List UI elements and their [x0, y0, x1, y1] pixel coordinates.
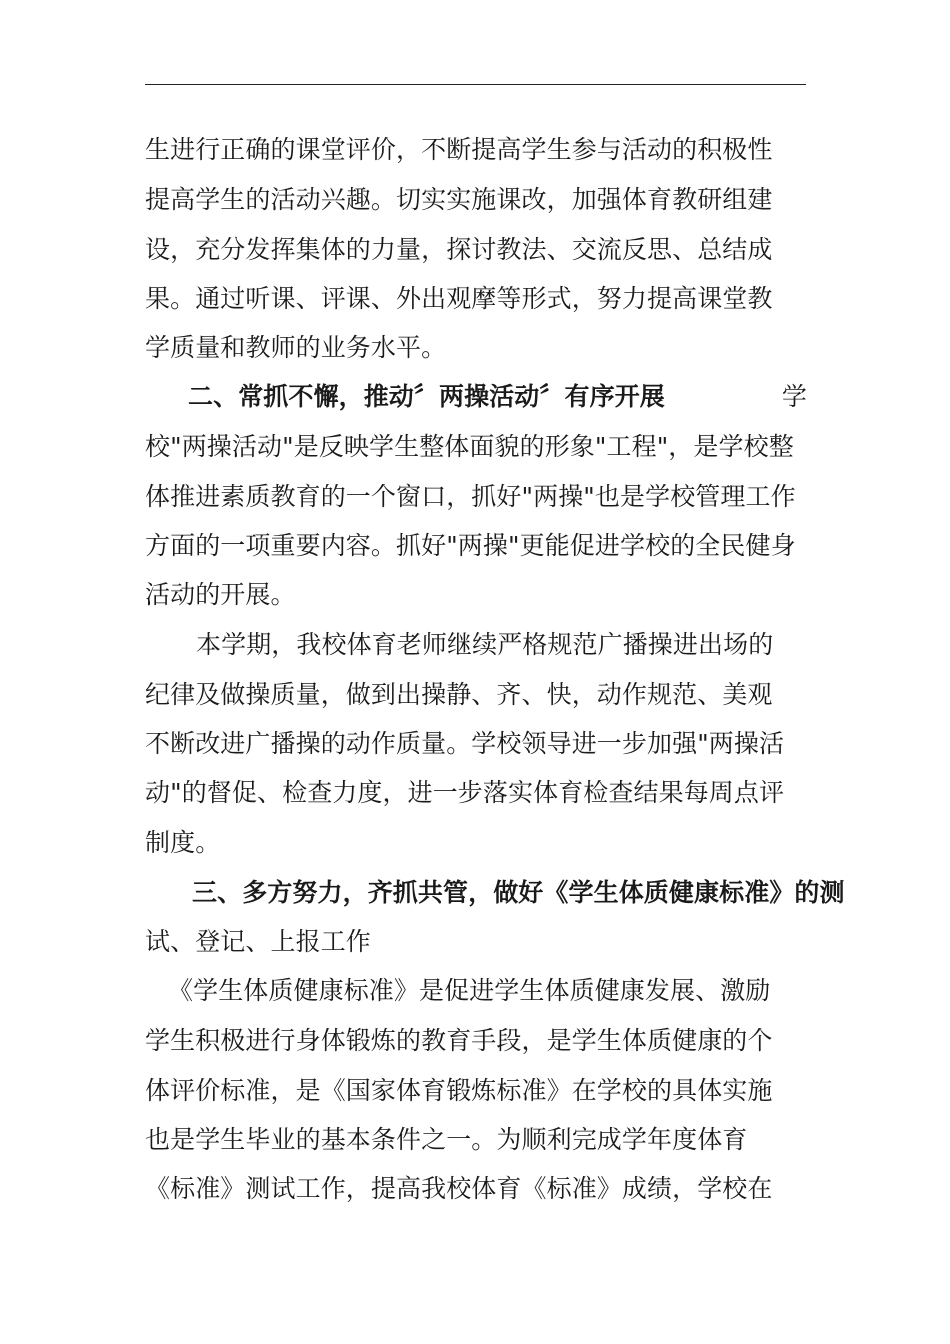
paragraph-line: 《学生体质健康标准》是促进学生体质健康发展、激励 — [168, 976, 771, 1005]
paragraph-line: 不断改进广播操的动作质量。学校领导进一步加强"两操活 — [145, 729, 785, 758]
paragraph-line: 活动的开展。 — [145, 580, 296, 609]
section-heading-3: 三、多方努力，齐抓共管，做好《学生体质健康标准》的测 — [192, 878, 845, 907]
paragraph-line: 学质量和教师的业务水平。 — [145, 333, 447, 362]
section-heading-3-continued: 试、登记、上报工作 — [145, 927, 371, 956]
section-heading-2 — [188, 372, 807, 422]
paragraph-line: 纪律及做操质量，做到出操静、齐、快，动作规范、美观 — [145, 680, 773, 709]
paragraph-line: 学生积极进行身体锻炼的教育手段，是学生体质健康的个 — [145, 1026, 773, 1055]
paragraph-line: 提高学生的活动兴趣。切实实施课改，加强体育教研组建 — [145, 185, 773, 214]
header-rule — [145, 84, 806, 85]
paragraph-start-char: 学 — [781, 382, 807, 411]
paragraph-line: 校"两操活动"是反映学生整体面貌的形象"工程"，是学校整 — [145, 432, 794, 461]
paragraph-line: 本学期，我校体育老师继续严格规范广播操进出场的 — [196, 630, 774, 659]
paragraph-line: 动"的督促、检查力度，进一步落实体育检查结果每周点评 — [145, 778, 785, 807]
paragraph-line: 制度。 — [145, 828, 221, 857]
paragraph-line: 设，充分发挥集体的力量，探讨教法、交流反思、总结成 — [145, 235, 773, 264]
paragraph-line: 方面的一项重要内容。抓好"两操"更能促进学校的全民健身 — [145, 531, 796, 560]
paragraph-line: 也是学生毕业的基本条件之一。为顺利完成学年度体育 — [145, 1125, 748, 1154]
section-heading-2-text: 二、常抓不懈，推动〞两操活动〞有序开展 — [188, 382, 665, 411]
paragraph-line: 体推进素质教育的一个窗口，抓好"两操"也是学校管理工作 — [145, 482, 796, 511]
paragraph-line: 体评价标准，是《国家体育锻炼标准》在学校的具体实施 — [145, 1076, 773, 1105]
paragraph-line: 果。通过听课、评课、外出观摩等形式，努力提高课堂教 — [145, 284, 773, 313]
paragraph-line: 《标准》测试工作，提高我校体育《标准》成绩，学校在 — [145, 1174, 773, 1203]
paragraph-line: 生进行正确的课堂评价，不断提高学生参与活动的积极性 — [145, 135, 773, 164]
